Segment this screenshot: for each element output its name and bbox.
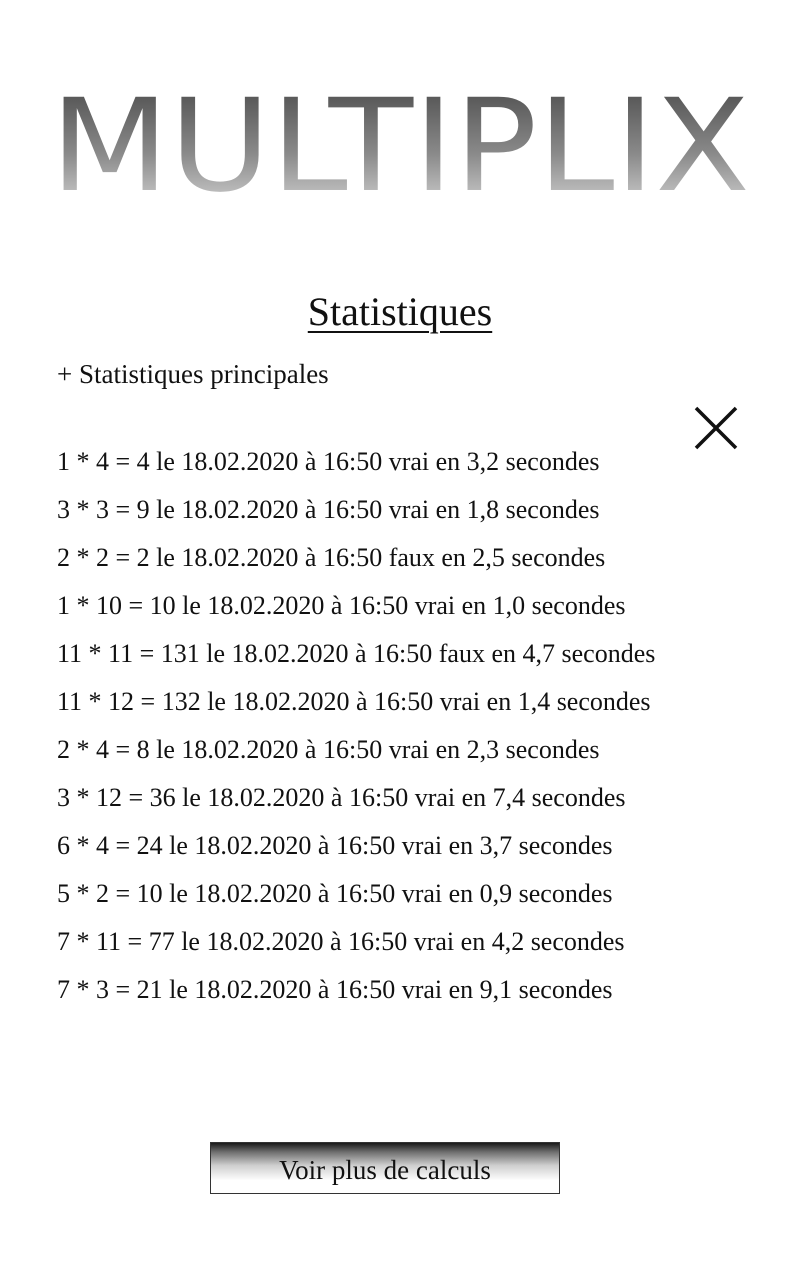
close-button[interactable] bbox=[692, 404, 740, 452]
stat-entry: 1 * 4 = 4 le 18.02.2020 à 16:50 vrai en 3,2 secondes bbox=[57, 447, 600, 476]
stat-entry: 2 * 4 = 8 le 18.02.2020 à 16:50 vrai en 2,3 secondes bbox=[57, 735, 600, 764]
stat-entry: 6 * 4 = 24 le 18.02.2020 à 16:50 vrai en 3,7 secondes bbox=[57, 831, 613, 860]
stat-entry: 11 * 11 = 131 le 18.02.2020 à 16:50 faux en 4,7 secondes bbox=[57, 639, 656, 668]
stat-entry: 5 * 2 = 10 le 18.02.2020 à 16:50 vrai en 0,9 secondes bbox=[57, 879, 613, 908]
app-logo bbox=[40, 40, 760, 230]
stats-list bbox=[57, 442, 655, 1018]
see-more-calculations-button[interactable]: Voir plus de calculs bbox=[210, 1142, 560, 1194]
stat-entry: 7 * 11 = 77 le 18.02.2020 à 16:50 vrai en 4,2 secondes bbox=[57, 927, 625, 956]
stat-entry: 3 * 3 = 9 le 18.02.2020 à 16:50 vrai en 1,8 secondes bbox=[57, 495, 600, 524]
stat-entry: 1 * 10 = 10 le 18.02.2020 à 16:50 vrai en 1,0 secondes bbox=[57, 591, 626, 620]
page-title: Statistiques bbox=[307, 289, 493, 334]
stat-entry: 7 * 3 = 21 le 18.02.2020 à 16:50 vrai en 9,1 secondes bbox=[57, 975, 613, 1004]
close-icon bbox=[692, 404, 740, 452]
stat-entry: 2 * 2 = 2 le 18.02.2020 à 16:50 faux en 2,5 secondes bbox=[57, 543, 606, 572]
stat-entry: 11 * 12 = 132 le 18.02.2020 à 16:50 vrai en 1,4 secondes bbox=[57, 687, 651, 716]
stat-entry: 3 * 12 = 36 le 18.02.2020 à 16:50 vrai en 7,4 secondes bbox=[57, 783, 626, 812]
logo-text: MULTIPLIX bbox=[50, 72, 750, 221]
main-stats-toggle[interactable]: + Statistiques principales bbox=[57, 359, 329, 389]
